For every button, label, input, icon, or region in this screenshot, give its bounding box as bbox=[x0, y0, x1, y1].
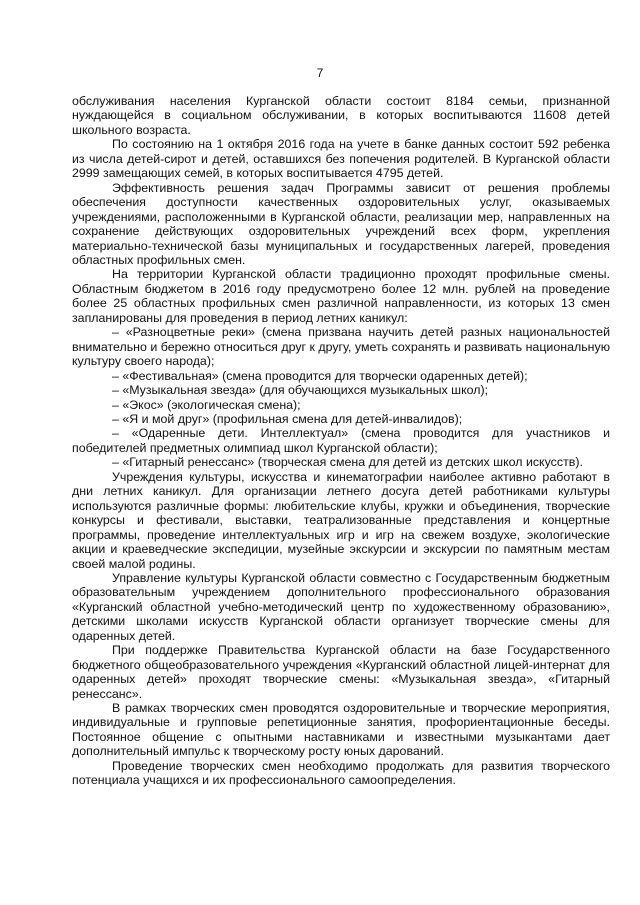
paragraph: В рамках творческих смен проводятся оздоровительные и творческие мероприятия, индивидуальные и групповые репетиционные занятия, профориентационные беседы. Постоянное общение с опытными наставниками и известными музыкантами дает дополнительный импульс к творческому росту юных дарований. bbox=[72, 701, 610, 759]
paragraph: Учреждения культуры, искусства и кинематографии наиболее активно работают в дни летних каникул. Для организации летнего досуга детей работниками культуры используются различные формы: любительские клубы, кружки и объединения, творческие конкурсы и фестивали, выставки, театрализованные представления и концертные программы, проведение интеллектуальных игр и игр на свежем воздухе, экологические акции и краеведческие экспедиции, музейные экскурсии и экскурсии по памятным местам своей малой родины. bbox=[72, 469, 610, 571]
paragraph: По состоянию на 1 октября 2016 года на учете в банке данных состоит 592 ребенка из числа детей-сирот и детей, оставшихся без попечения родителей. В Курганской области 2999 замещающих семей, в которых воспитывается 4795 детей. bbox=[72, 137, 610, 181]
list-item: – «Разноцветные реки» (смена призвана научить детей разных национальностей внимательно и бережно относиться друг к другу, уметь сохранять и развивать национальную культуру своего народа); bbox=[72, 325, 610, 369]
list-item: – «Я и мой друг» (профильная смена для детей-инвалидов); bbox=[112, 411, 463, 426]
paragraph: Управление культуры Курганской области совместно с Государственным бюджетным образовательным учреждением дополнительного профессионального образования «Курганский областной учебно-методический центр по художественному образованию», детскими школами искусств Курганской области организует творческие смены для одаренных детей. bbox=[72, 570, 610, 643]
paragraph: При поддержке Правительства Курганской области на базе Государственного бюджетного общеобразовательного учреждения «Курганский областной лицей-интернат для одаренных детей» проходят творческие смены: «Музыкальная звезда», «Гитарный ренессанс». bbox=[72, 643, 610, 701]
paragraph: На территории Курганской области традиционно проходят профильные смены. Областным бюджетом в 2016 году предусмотрено более 12 млн. рублей на проведение более 25 областных профильных смен различной направленности, из которых 13 смен запланированы для проведения в период летних каникул: bbox=[72, 267, 610, 325]
list-item: – «Гитарный ренессанс» (творческая смена для детей из детских школ искусств). bbox=[112, 455, 583, 470]
paragraph: Проведение творческих смен необходимо продолжать для развития творческого потенциала учащихся и их профессионального самоопределения. bbox=[72, 758, 610, 788]
list-item: – «Экос» (экологическая смена); bbox=[112, 397, 301, 412]
list-item: – «Фестивальная» (смена проводится для творчески одаренных детей); bbox=[112, 368, 528, 383]
paragraph: обслуживания населения Курганской области состоит 8184 семьи, признанной нуждающейся в социальном обслуживании, в которых воспитываются 11608 детей школьного возраста. bbox=[72, 94, 610, 137]
list-item: – «Музыкальная звезда» (для обучающихся музыкальных школ); bbox=[112, 383, 489, 398]
page-number: 7 bbox=[316, 66, 324, 80]
document-body bbox=[72, 94, 610, 788]
list-item: – «Одаренные дети. Интеллектуал» (смена проводится для участников и победителей предметных олимпиад школ Курганской области); bbox=[72, 426, 610, 455]
paragraph: Эффективность решения задач Программы зависит от решения проблемы обеспечения доступности качественных оздоровительных услуг, оказываемых учреждениями, расположенными в Курганской области, реализации мер, направленных на сохранение действующих оздоровительных учреждений всех форм, укрепления материально-технической базы муниципальных и государственных лагерей, проведения областных профильных смен. bbox=[72, 180, 610, 267]
